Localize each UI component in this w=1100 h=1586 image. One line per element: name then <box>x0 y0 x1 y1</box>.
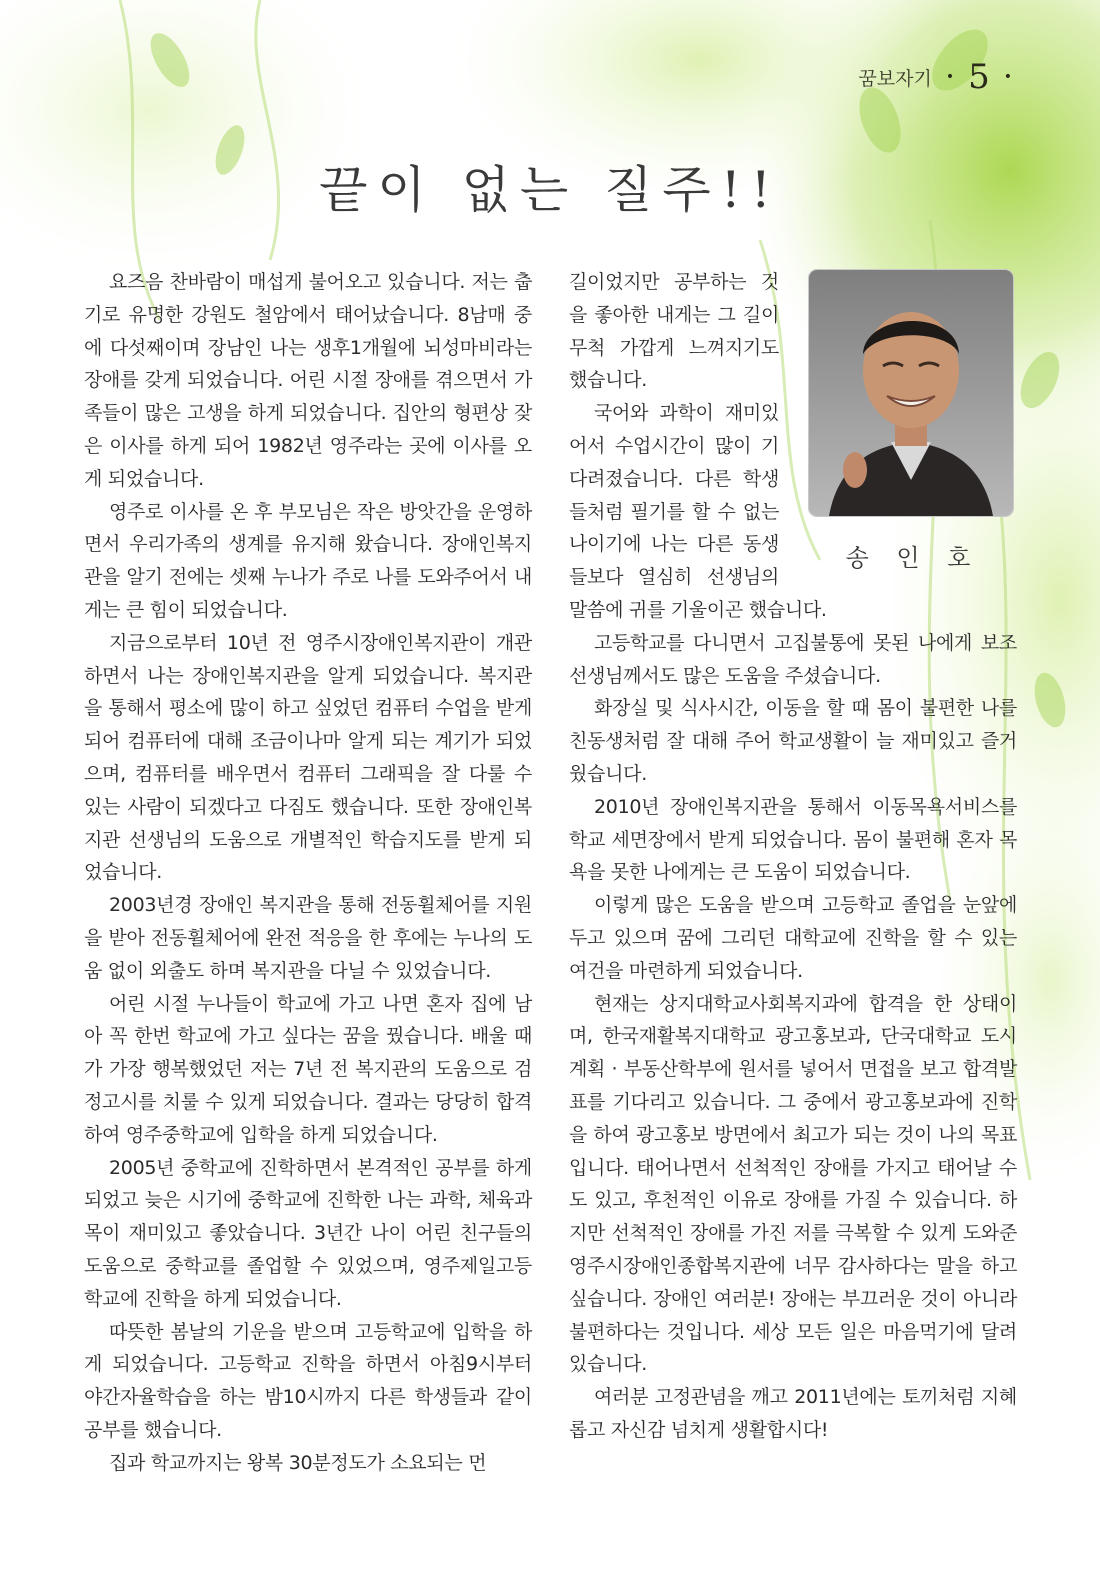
bullet-right: • <box>1003 69 1012 85</box>
paragraph: 2005년 중학교에 진학하면서 본격적인 공부를 하게 되었고 늦은 시기에 중학교에 진학한 나는 과학, 체육과목이 재미있고 좋았습니다. 3년간 나이 어린 친구들의 도움으로 중학교를 졸업할 수 있었으며, 영주제일고등학교에 진학을 하게 되었습니다. <box>84 1156 532 1310</box>
paragraph: 2010년 장애인복지관을 통해서 이동목욕서비스를 학교 세면장에서 받게 되었습니다. 몸이 불편해 혼자 목욕을 못한 나에게는 큰 도움이 되었습니다. <box>569 795 1017 884</box>
paragraph: 길이었지만 공부하는 것을 좋아한 내게는 그 길이 무척 가깝게 느껴지기도 했습니다. <box>569 271 779 392</box>
paragraph: 고등학교를 다니면서 고집불통에 못된 나에게 보조 선생님께서도 많은 도움을 주셨습니다. <box>569 631 1017 687</box>
paragraph: 집과 학교까지는 왕복 30분정도가 소요되는 먼 <box>109 1451 487 1474</box>
left-column <box>84 266 532 1479</box>
paragraph: 요즈음 찬바람이 매섭게 불어오고 있습니다. 저는 춥기로 유명한 강원도 철암에서 태어났습니다. 8남매 중에 다섯째이며 장남인 나는 생후1개월에 뇌성마비라는 장애를 갖게 되었습니다. 어린 시절 장애를 겪으면서 가족들이 많은 고생을 하게 되었습니다. 집안의 형편상 잦은 이사를 하게 되어 1982년 영주라는 곳에 이사를 오게 되었습니다. <box>84 271 532 490</box>
paragraph: 현재는 상지대학교사회복지과에 합격을 한 상태이며, 한국재활복지대학교 광고홍보과, 단국대학교 도시계획 · 부동산학부에 원서를 넣어서 면접을 보고 합격발표를 기다리고 있습니다. 그 중에서 광고홍보과에 진학을 하여 광고홍보 방면에서 최고가 되는 것이 나의 목표입니다. 태어나면서 선척적인 장애를 가지고 태어날 수도 있고, 후천적인 이유로 장애를 가질 수 있습니다. 하지만 선척적인 장애를 가진 저를 극복할 수 있게 도와준 영주시장애인종합복지관에 너무 감사하다는 말을 하고 싶습니다. 장애인 여러분! 장애는 부끄러운 것이 아니라 불편하다는 것입니다. 세상 모든 일은 마음먹기에 달려 있습니다. <box>569 992 1017 1376</box>
paragraph: 2003년경 장애인 복지관을 통해 전동휠체어를 지원을 받아 전동휠체어에 완전 적응을 한 후에는 누나의 도움 없이 외출도 하며 복지관을 다닐 수 있었습니다. <box>84 894 532 982</box>
article-title: 끝이 없는 질주!! <box>319 161 781 219</box>
portrait-icon <box>809 270 1013 516</box>
paragraph: 국어와 과학이 재미있어서 수업시간이 많이 기다려졌습니다. 다른 학생들처럼 필기를 할 수 없는 나이기에 나는 다른 동생들보다 열심히 선생님의 말씀에 귀를 기울이곤 했습니다. <box>569 402 827 621</box>
author-photo <box>809 270 1013 516</box>
paragraph: 따뜻한 봄날의 기운을 받으며 고등학교에 입학을 하게 되었습니다. 고등학교 진학을 하면서 아침9시부터 야간자율학습을 하는 밤10시까지 다른 학생들과 같이 공부를 했습니다. <box>84 1320 532 1441</box>
page-number: 5 <box>968 57 990 97</box>
paragraph: 화장실 및 식사시간, 이동을 할 때 몸이 불편한 나를 친동생처럼 잘 대해 주어 학교생활이 늘 재미있고 즐거웠습니다. <box>569 697 1017 785</box>
author-name: 송 인 호 <box>845 544 981 572</box>
section-name: 꿈보자기 <box>858 67 932 90</box>
paragraph: 이렇게 많은 도움을 받으며 고등학교 졸업을 눈앞에 두고 있으며 꿈에 그리던 대학교에 진학을 할 수 있는 여건을 마련하게 되었습니다. <box>569 894 1017 982</box>
paragraph: 영주로 이사를 온 후 부모님은 작은 방앗간을 운영하면서 우리가족의 생계를 유지해 왔습니다. 장애인복지관을 알기 전에는 셋째 누나가 주로 나를 도와주어서 내게는 큰 힘이 되었습니다. <box>84 500 532 621</box>
paragraph: 지금으로부터 10년 전 영주시장애인복지관이 개관하면서 나는 장애인복지관을 알게 되었습니다. 복지관을 통해서 평소에 많이 하고 싶었던 컴퓨터 수업을 받게 되어 컴퓨터에 대해 조금이나마 알게 되는 계기가 되었으며, 컴퓨터를 배우면서 컴퓨터 그래픽을 잘 다룰 수 있는 사람이 되겠다고 다짐도 했습니다. 또한 장애인복지관 선생님의 도움으로 개별적인 학습지도를 받게 되었습니다. <box>84 631 532 884</box>
paragraph: 어린 시절 누나들이 학교에 가고 나면 혼자 집에 남아 꼭 한번 학교에 가고 싶다는 꿈을 꿨습니다. 배울 때가 가장 행복했었던 저는 7년 전 복지관의 도움으로 검정고시를 치룰 수 있게 되었습니다. 결과는 당당히 합격하여 영주중학교에 입학을 하게 되었습니다. <box>84 992 532 1146</box>
right-column <box>569 266 1017 1447</box>
paragraph: 여러분 고정관념을 깨고 2011년에는 토끼처럼 지혜롭고 자신감 넘치게 생활합시다! <box>569 1386 1017 1441</box>
bullet-left: • <box>945 69 955 85</box>
page-header <box>858 57 1012 97</box>
author-photo-block <box>789 270 1017 573</box>
